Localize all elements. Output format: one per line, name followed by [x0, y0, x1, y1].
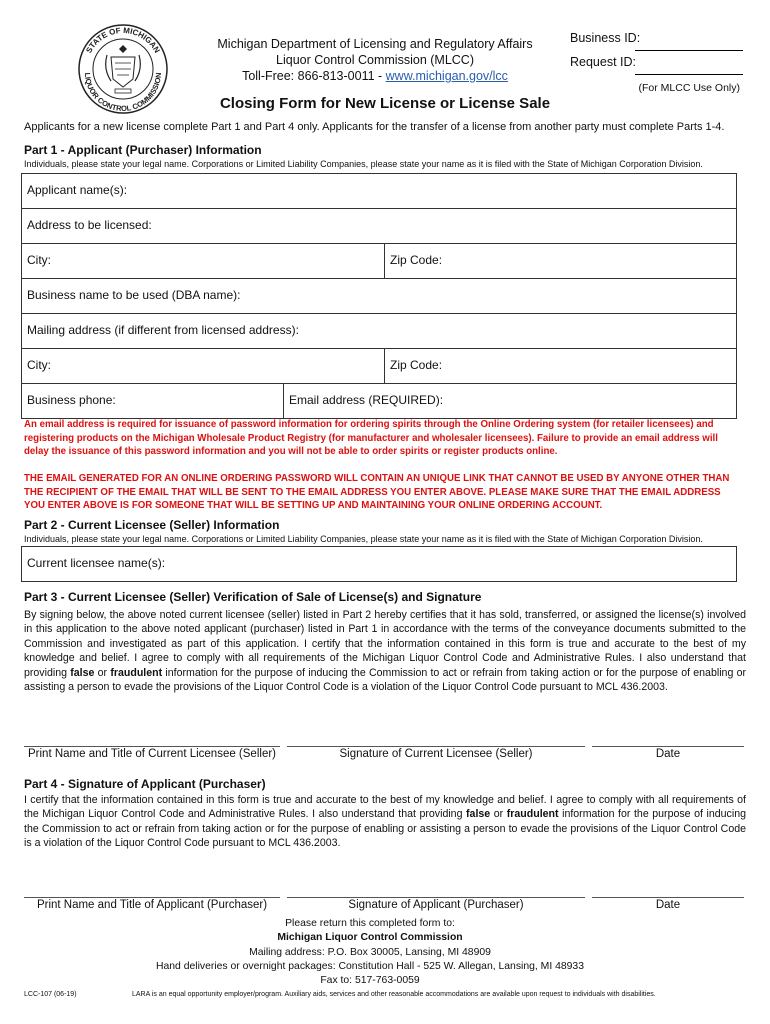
return-instructions: [150, 917, 590, 988]
zip2-field[interactable]: [384, 349, 736, 383]
applicant-name-field[interactable]: [22, 174, 736, 208]
seal-text-top: STATE OF MICHIGAN: [84, 25, 162, 55]
phone-email-row: [22, 384, 736, 419]
applicant-name-row: [22, 174, 736, 209]
return-fax: Fax to: 517-763-0059: [320, 975, 420, 987]
address-label: Address to be licensed:: [27, 218, 152, 232]
form-code: LCC-107 (06-19): [24, 991, 77, 998]
tollfree-text: Toll-Free: 866-813-0011 -: [242, 69, 386, 83]
city2-label: City:: [27, 358, 51, 372]
zip2-label: Zip Code:: [390, 358, 443, 372]
address-field[interactable]: [22, 209, 736, 243]
part4-false: false: [466, 808, 491, 821]
part4-statement-a: I certify that the information contained in this form is true and accurate to the best of my knowledge and belief. I agree to comply with all requirements of the Michigan Liquor Control Code and Administrative Rules. I also understand that providing: [24, 794, 746, 821]
email-field[interactable]: [283, 384, 736, 419]
return-line1: Please return this completed form to:: [285, 918, 455, 929]
mailing-row: [22, 314, 736, 349]
business-id-field[interactable]: [635, 50, 743, 51]
return-line2: Michigan Liquor Control Commission: [277, 932, 463, 944]
phone-field[interactable]: [22, 384, 283, 419]
request-id-label: Request ID:: [570, 55, 637, 69]
dba-row: [22, 279, 736, 314]
part3-heading: Part 3 - Current Licensee (Seller) Verification of Sale of License(s) and Signature: [24, 590, 482, 604]
agency-name: Michigan Department of Licensing and Regulatory Affairs: [217, 37, 533, 51]
part2-subtext: Individuals, please state your legal name. Corporations or Limited Liability Companies, please state your name as it is filed with the State of Michigan Corporation Division.: [24, 534, 703, 544]
zip-field[interactable]: [384, 244, 736, 278]
dba-label: Business name to be used (DBA name):: [27, 288, 241, 302]
request-id-field[interactable]: [635, 74, 743, 75]
unique-link-warning: THE EMAIL GENERATED FOR AN ONLINE ORDERING PASSWORD WILL CONTAIN AN UNIQUE LINK THAT CANNOT BE USED BY ANYONE OTHER THAN THE RECIPIENT OF THE EMAIL THAT WILL BE SENT TO THE EMAIL ADDRESS YOU ENTER ABOVE. PLEASE MAKE SURE THAT THE EMAIL ADDRESS YOU ENTER ABOVE IS FOR SOMEONE THAT WILL BE SETTING UP AND MAINTAINING YOUR ONLINE ORDERING ACCOUNT.: [24, 473, 730, 511]
applicant-signature-line[interactable]: [287, 897, 585, 898]
website-link[interactable]: www.michigan.gov/lcc: [385, 69, 508, 83]
applicant-name-label: Applicant name(s):: [27, 183, 128, 197]
intro-text: Applicants for a new license complete Part 1 and Part 4 only. Applicants for the transfer of a license from another party must complete Parts 1-4.: [24, 121, 725, 133]
return-hand-delivery: Hand deliveries or overnight packages: Constitution Hall - 525 W. Allegan, Lansing, MI 48933: [156, 960, 584, 972]
seal-text-bottom: LIQUOR CONTROL COMMISSION: [82, 72, 164, 114]
part1-heading: Part 1 - Applicant (Purchaser) Information: [24, 143, 262, 157]
city-zip-row-2: [22, 349, 736, 384]
return-mailing-address: Mailing address: P.O. Box 30005, Lansing, MI 48909: [249, 946, 491, 958]
part2-form: [21, 546, 737, 582]
part3-statement-a: By signing below, the above noted current licensee (seller) listed in Part 2 hereby certifies that it has sold, transferred, or assigned the license(s) involved in this application to the above noted applicant (purchaser) listed in Part 1 in accordance with the terms of the conveyance documents submitted to the Commission and investigated as part of this application. I certify that the information contained in this form is true and accurate to the best of my knowledge and belief. I agree to comply with all requirements of the Michigan Liquor Control Code and Administrative Rules. I also understand that providing: [24, 609, 746, 679]
licensee-name-label: Current licensee name(s):: [27, 556, 166, 570]
applicant-date-line[interactable]: [592, 897, 744, 898]
seller-print-name-line[interactable]: [24, 746, 280, 747]
part3-false: false: [70, 666, 95, 679]
seller-signature-label: Signature of Current Licensee (Seller): [339, 748, 533, 760]
part3-statement: [24, 608, 746, 694]
city-label: City:: [27, 253, 51, 267]
city-field[interactable]: [22, 244, 384, 278]
equal-opportunity-text: LARA is an equal opportunity employer/program. Auxiliary aids, services and other reasonable accommodations are available upon request to individuals with disabilities.: [132, 991, 656, 998]
part1-subtext: Individuals, please state your legal name. Corporations or Limited Liability Companies, please state your name as it is filed with the State of Michigan Corporation Division.: [24, 159, 703, 169]
address-row: [22, 209, 736, 244]
licensee-name-field[interactable]: [22, 547, 736, 582]
commission-name: Liquor Control Commission (MLCC): [276, 53, 474, 67]
mlcc-use-note: (For MLCC Use Only): [638, 82, 740, 94]
mailing-address-field[interactable]: [22, 314, 736, 348]
part4-fraudulent: fraudulent: [506, 808, 559, 821]
form-title: Closing Form for New License or License Sale: [219, 95, 551, 112]
part1-form: [21, 173, 737, 419]
licensee-name-row: [22, 547, 736, 582]
city2-field[interactable]: [22, 349, 384, 383]
part3-fraudulent: fraudulent: [110, 666, 163, 679]
part4-heading: Part 4 - Signature of Applicant (Purchaser): [24, 777, 266, 791]
city-zip-row: [22, 244, 736, 279]
zip-label: Zip Code:: [390, 253, 443, 267]
applicant-date-label: Date: [655, 899, 681, 911]
mailing-address-label: Mailing address (if different from licensed address):: [27, 323, 299, 337]
business-id-label: Business ID:: [570, 31, 641, 45]
applicant-signature-label: Signature of Applicant (Purchaser): [348, 899, 524, 911]
seller-signature-line[interactable]: [287, 746, 585, 747]
applicant-print-name-label: Print Name and Title of Applicant (Purchaser): [36, 899, 268, 911]
part4-statement: [24, 793, 746, 851]
applicant-print-name-line[interactable]: [24, 897, 280, 898]
part2-heading: Part 2 - Current Licensee (Seller) Information: [24, 518, 280, 532]
dba-field[interactable]: [22, 279, 736, 313]
email-label: Email address (REQUIRED):: [289, 393, 444, 407]
contact-line: [190, 68, 560, 84]
part3-statement-b: information for the purpose of inducing the Commission to act or refrain from taking action or for the purpose of enabling or assisting a person to evade the provisions of the Liquor Control Code is a violation of the Liquor Control Code pursuant to MCL 436.2003.: [24, 666, 747, 694]
part3-or: or: [94, 666, 111, 679]
seller-print-name-label: Print Name and Title of Current Licensee (Seller): [28, 748, 276, 760]
part4-statement-b: information for the purpose of inducing the Commission to act or refrain from taking action or for the purpose of enabling or assisting a person to evade the provisions of the Liquor Control Code is a violation of the Liquor Control Code pursuant to MCL 436.2003.: [24, 808, 746, 850]
email-required-warning: An email address is required for issuance of password information for ordering spirits through the Online Ordering system (for retailer licensees) and registering products on the Michigan Wholesale Product Registry (for manufacturer and wholesaler licensees). Failure to provide an email address will delay the issuance of this password information and you will not be able to order spirits or register products online.: [24, 419, 718, 457]
phone-label: Business phone:: [27, 393, 116, 407]
seller-date-label: Date: [655, 748, 681, 760]
seller-date-line[interactable]: [592, 746, 744, 747]
part4-or: or: [490, 808, 507, 821]
